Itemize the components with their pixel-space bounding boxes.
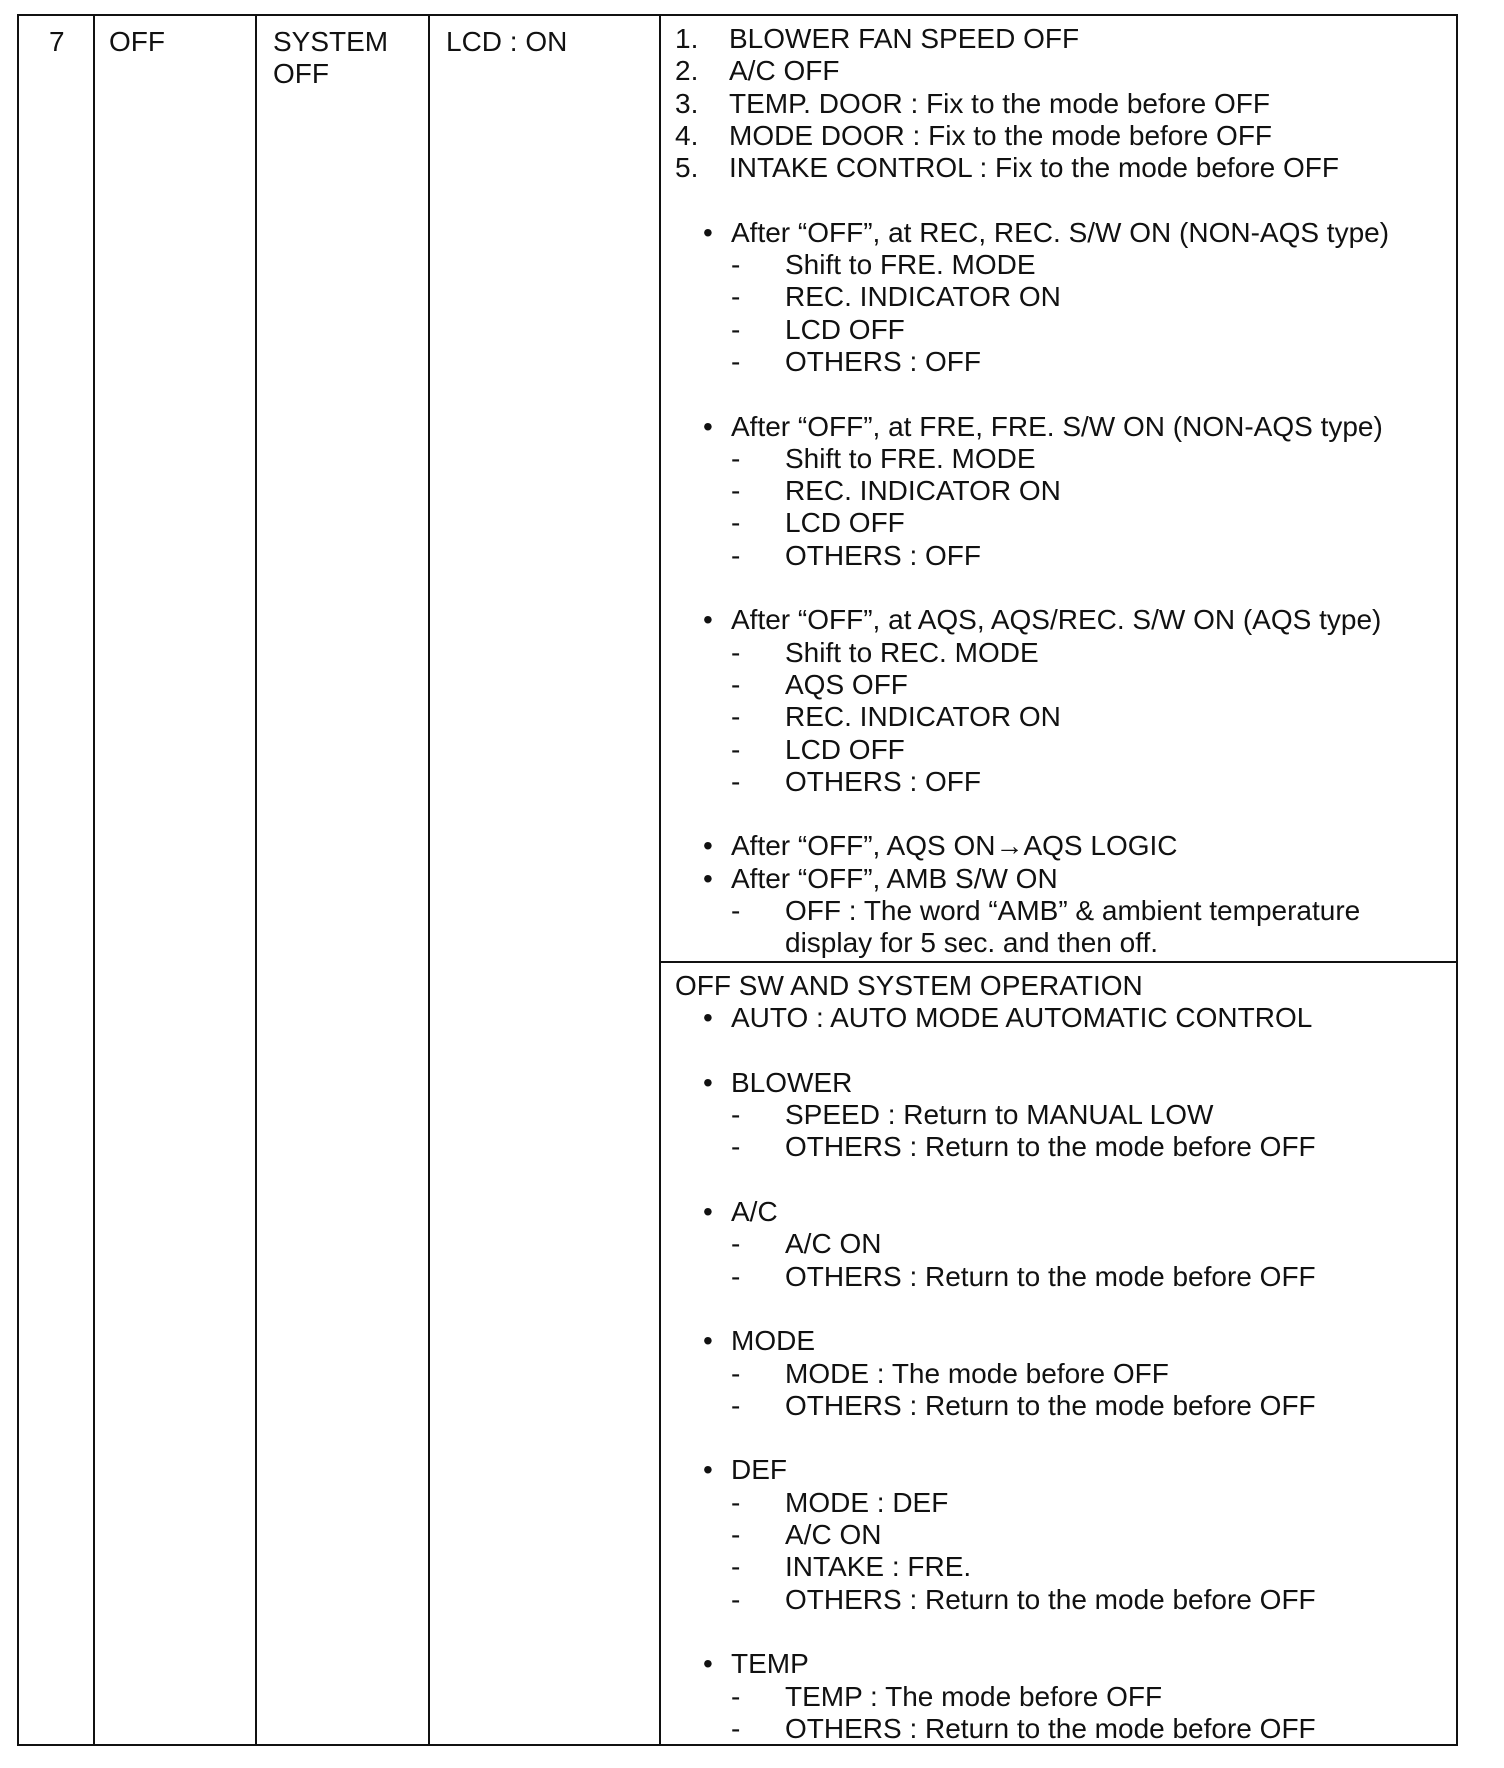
dash-item: - OTHERS : OFF [731, 539, 981, 571]
dash-item: - SPEED : Return to MANUAL LOW [731, 1099, 1214, 1131]
bullet-item: • After “OFF”, AQS ON→AQS LOGIC [703, 830, 1178, 862]
bullet-item: • MODE [703, 1325, 815, 1357]
column-divider [659, 16, 661, 1744]
dash-item: - MODE : The mode before OFF [731, 1357, 1169, 1389]
dash-item: - REC. INDICATOR ON [731, 281, 1061, 313]
numbered-item: 5. INTAKE CONTROL : Fix to the mode before OFF [675, 152, 1339, 184]
off-switch-operation [675, 970, 1316, 1745]
bullet-item: • DEF [703, 1454, 787, 1486]
bullet-item: • BLOWER [703, 1066, 853, 1098]
bullet-item: • AUTO : AUTO MODE AUTOMATIC CONTROL [703, 1002, 1313, 1034]
state-cell [273, 26, 388, 90]
dash-item: - OTHERS : Return to the mode before OFF [731, 1131, 1316, 1163]
dash-item: - A/C ON [731, 1519, 882, 1551]
section-heading: OFF SW AND SYSTEM OPERATION [675, 970, 1143, 1001]
dash-item: - LCD OFF [731, 733, 905, 765]
dash-item: - OTHERS : Return to the mode before OFF [731, 1389, 1316, 1421]
dash-item: - TEMP : The mode before OFF [731, 1680, 1163, 1712]
column-divider [255, 16, 257, 1744]
dash-item: - Shift to REC. MODE [731, 636, 1039, 668]
bullet-item: • A/C [703, 1196, 778, 1228]
bullet-item: • After “OFF”, at AQS, AQS/REC. S/W ON (AQS type) [703, 604, 1382, 636]
dash-item: - AQS OFF [731, 668, 908, 700]
bullet-item: • After “OFF”, at FRE, FRE. S/W ON (NON-AQS type) [703, 410, 1383, 442]
dash-item: - OFF : The word “AMB” & ambient temperature [731, 895, 1361, 927]
bullet-item: • After “OFF”, AMB S/W ON [703, 862, 1058, 894]
column-divider [93, 16, 95, 1744]
dash-item: - MODE : DEF [731, 1486, 949, 1518]
dash-item: - OTHERS : Return to the mode before OFF [731, 1260, 1316, 1292]
dash-item: - LCD OFF [731, 313, 905, 345]
dash-item: - OTHERS : OFF [731, 345, 981, 377]
dash-item: - OTHERS : OFF [731, 765, 981, 797]
spec-table [17, 14, 1458, 1746]
state-line: SYSTEM [273, 26, 389, 57]
dash-item: - Shift to FRE. MODE [731, 442, 1036, 474]
dash-item: - A/C ON [731, 1228, 882, 1260]
numbered-item: 2. A/C OFF [675, 55, 840, 87]
dash-item: - INTAKE : FRE. [731, 1551, 972, 1583]
row-divider [659, 961, 1456, 963]
state-line: OFF [273, 58, 329, 89]
bullet-item: • TEMP [703, 1648, 809, 1680]
dash-item: - OTHERS : Return to the mode before OFF [731, 1583, 1316, 1615]
operation-description [675, 23, 1389, 960]
numbered-item: 3. TEMP. DOOR : Fix to the mode before OFF [675, 87, 1270, 119]
switch-cell: OFF [109, 26, 165, 57]
numbered-item: 4. MODE DOOR : Fix to the mode before OFF [675, 119, 1273, 151]
dash-item-continuation: display for 5 sec. and then off. [785, 927, 1159, 959]
bullet-item: • After “OFF”, at REC, REC. S/W ON (NON-AQS type) [703, 216, 1390, 248]
row-number: 7 [49, 26, 65, 57]
dash-item: - REC. INDICATOR ON [731, 701, 1061, 733]
dash-item: - LCD OFF [731, 507, 905, 539]
numbered-item: 1. BLOWER FAN SPEED OFF [675, 23, 1080, 54]
dash-item: - Shift to FRE. MODE [731, 249, 1036, 281]
dash-item: - OTHERS : Return to the mode before OFF [731, 1712, 1316, 1744]
dash-item: - REC. INDICATOR ON [731, 475, 1061, 507]
display-cell: LCD : ON [446, 26, 568, 57]
column-divider [428, 16, 430, 1744]
